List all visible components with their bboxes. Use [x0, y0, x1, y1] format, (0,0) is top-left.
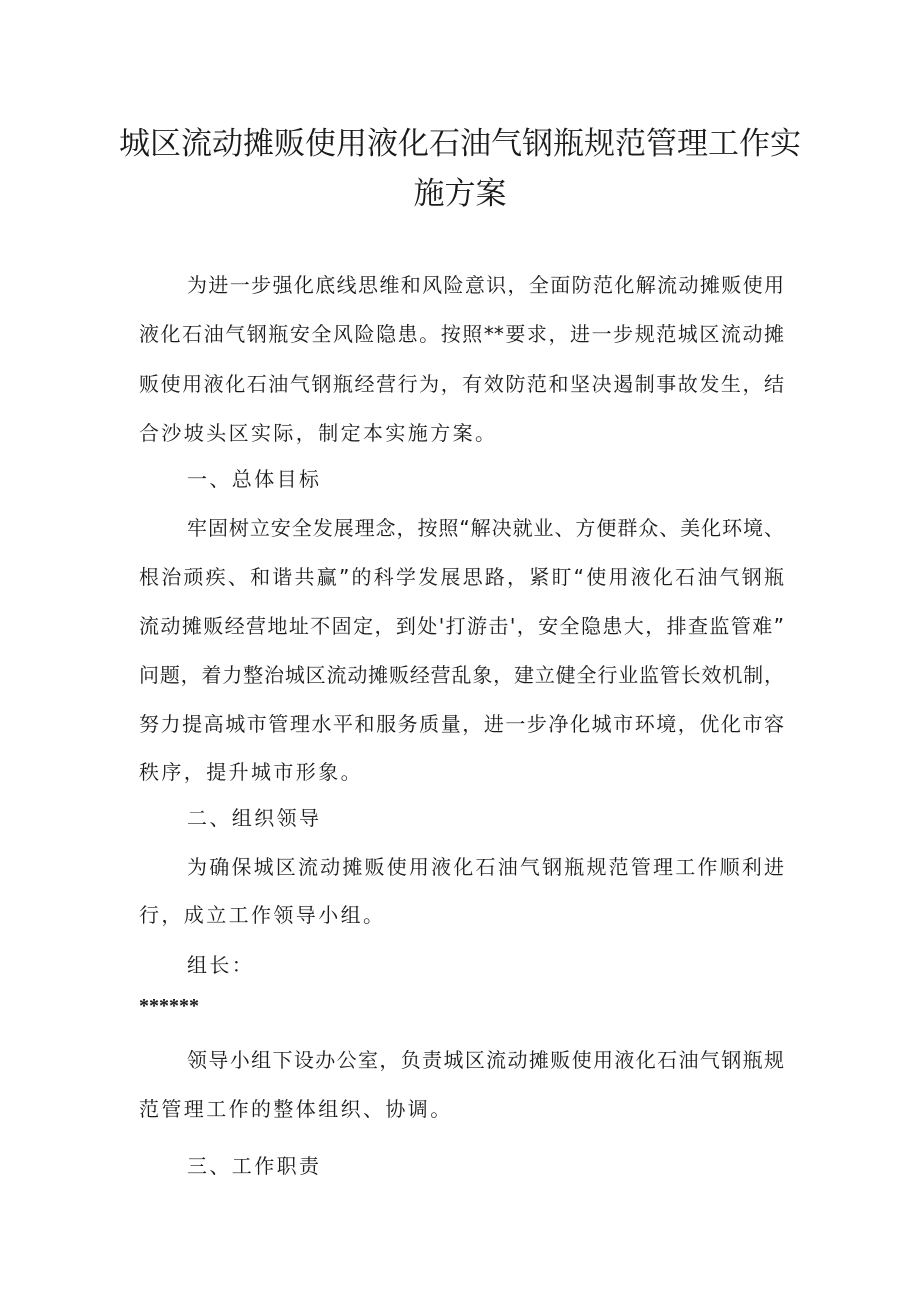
section1-line-5: 努力提高城市管理水平和服务质量，进一步净化城市环境，优化市容 [139, 712, 784, 736]
intro-line-4: 合沙坡头区实际，制定本实施方案。 [139, 421, 498, 445]
document-title-line-2: 施方案 [413, 176, 507, 212]
section1-line-4: 问题，着力整治城区流动摊贩经营乱象，建立健全行业监管长效机制， [139, 663, 784, 687]
section2-heading: 二、组织领导 [187, 806, 322, 830]
intro-line-3: 贩使用液化石油气钢瓶经营行为，有效防范和坚决遏制事故发生，结 [139, 372, 784, 396]
section1-line-1: 牢固树立安全发展理念，按照“解决就业、方便群众、美化环境、 [187, 516, 784, 540]
section1-line-6: 秩序，提升城市形象。 [139, 760, 363, 784]
leader-label: 组长： [187, 953, 255, 977]
section1-line-3: 流动摊贩经营地址不固定，到处'打游击'，安全隐患大，排查监管难” [139, 614, 784, 638]
section3-heading: 三、工作职责 [187, 1154, 322, 1178]
section2-line-2: 行，成立工作领导小组。 [139, 903, 386, 927]
section2-line-1: 为确保城区流动摊贩使用液化石油气钢瓶规范管理工作顺利进 [187, 855, 784, 879]
intro-line-1: 为进一步强化底线思维和风险意识，全面防范化解流动摊贩使用 [187, 273, 784, 297]
intro-line-2: 液化石油气钢瓶安全风险隐患。按照**要求，进一步规范城区流动摊 [139, 322, 784, 346]
leader-name: ****** [139, 995, 199, 1017]
office-line-1: 领导小组下设办公室，负责城区流动摊贩使用液化石油气钢瓶规 [187, 1048, 784, 1072]
section1-heading: 一、总体目标 [187, 467, 322, 491]
section1-line-2: 根治顽疾、和谐共赢”的科学发展思路，紧盯“使用液化石油气钢瓶 [139, 565, 784, 589]
document-title-line-1: 城区流动摊贩使用液化石油气钢瓶规范管理工作实 [119, 126, 801, 162]
office-line-2: 范管理工作的整体组织、协调。 [139, 1097, 453, 1121]
